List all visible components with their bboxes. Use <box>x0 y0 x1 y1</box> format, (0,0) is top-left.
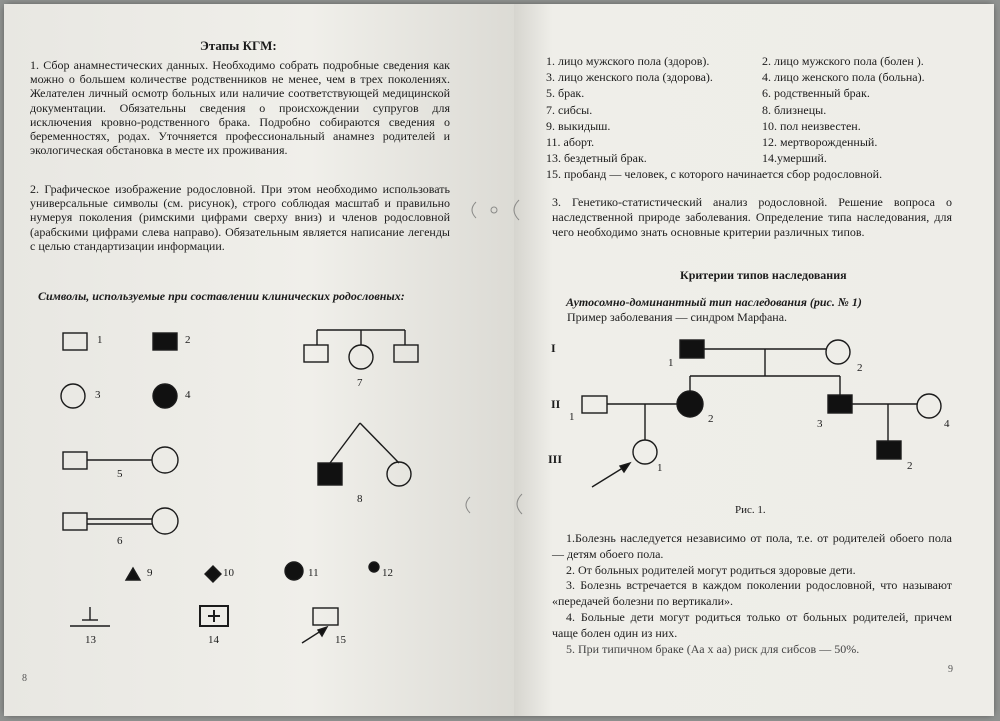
healthy-male-symbol <box>63 333 87 350</box>
siblings-symbol <box>304 330 418 369</box>
legend-item: 9. выкидыш. <box>546 118 611 133</box>
symbol-label-15: 15 <box>335 634 346 646</box>
legend-item: 6. родственный брак. <box>762 86 870 101</box>
symbol-label-3: 3 <box>95 389 101 401</box>
legend-item: 5. брак. <box>546 86 585 101</box>
page-number-right: 9 <box>948 664 953 675</box>
generation-label-1: I <box>551 341 556 355</box>
criterion: 1.Болезнь наследуется независимо от пола, т.е. от родителей обоего пола — детям обоего пола. <box>552 531 952 561</box>
symbol-label-8: 8 <box>357 493 363 505</box>
legend-item-proband: 15. пробанд — человек, с которого начинается сбор родословной. <box>546 167 883 182</box>
symbol-label-5: 5 <box>117 468 123 480</box>
symbol-label-13: 13 <box>85 634 96 646</box>
symbol-label-7: 7 <box>357 377 363 389</box>
abortion-symbol <box>285 562 303 580</box>
symbol-label-10: 10 <box>223 567 234 579</box>
deceased-symbol <box>200 606 228 626</box>
disease-example: Пример заболевания — синдром Марфана. <box>567 310 788 324</box>
criterion: 2. От больных родителей могут родиться здоровые дети. <box>566 562 856 577</box>
pedigree-II1-healthy-male <box>582 396 607 413</box>
childless-marriage-symbol <box>70 607 110 626</box>
legend-item: 8. близнецы. <box>762 102 827 117</box>
generation-label-2: II <box>551 397 561 411</box>
pedigree-label: 2 <box>857 362 863 374</box>
pedigree-III1-proband <box>633 440 657 464</box>
pedigree-II3-affected-male <box>828 395 852 413</box>
pedigree-diagram <box>582 340 941 487</box>
symbol-label-9: 9 <box>147 567 153 579</box>
pedigree-label: 1 <box>657 462 663 474</box>
sex-unknown-symbol <box>205 566 221 582</box>
proband-arrow <box>592 466 626 487</box>
legend-item: 2. лицо мужского пола (болен ). <box>762 54 924 68</box>
twins-symbol <box>318 423 411 486</box>
legend-item: 1. лицо мужского пола (здоров). <box>546 54 710 68</box>
page-title: Этапы КГМ: <box>200 38 277 53</box>
pedigree-III2-affected-male <box>877 441 901 459</box>
pedigree-label: 1 <box>668 357 674 369</box>
paragraph-anamnesis: 1. Сбор анамнестических данных. Необходимо собрать подробные сведения как можно о большем количестве родственников не менее, чем в трех поколениях. Желателен личный осмотр больных или наличие соответствующей медицинской документации. Обязательны сведения о происхождении супругов для исключения кровно-родственного брака. Подробно собираются сведения о беременностях, родах. Уточняется профессиональный анамнез родителей и экологическая обстановка в месте их проживания. <box>30 58 450 158</box>
pedigree-label: 3 <box>817 418 823 430</box>
healthy-female-symbol <box>61 384 85 408</box>
pedigree-label: 1 <box>569 411 575 423</box>
stillborn-symbol <box>369 562 379 572</box>
pedigree-II2-affected-female <box>677 391 703 417</box>
paragraph-pedigree-drawing: 2. Графическое изображение родословной. При этом необходимо использовать универсальные символы (см. рисунок), строго соблюдая масштаб и правильно нумеруя поколения (римскими цифрами сверху вниз) и членов родословной (арабскими цифрами слева направо). Обязательным является написание легенды с целью стандартизации информации. <box>30 182 450 253</box>
affected-female-symbol <box>153 384 177 408</box>
pedigree-I1-affected-male <box>680 340 704 358</box>
symbol-label-1: 1 <box>97 334 103 346</box>
pedigree-label: 2 <box>907 460 913 472</box>
legend-item: 14.умерший. <box>762 151 827 166</box>
autosomal-dominant-heading: Аутосомно-доминантный тип наследования (рис. № 1) <box>566 295 862 309</box>
paragraph-genetic-analysis: 3. Генетико-статистический анализ родословной. Решение вопроса о наследственной природе заболевания. Определение типа наследования, для чего необходимо знать основные критерии различных типов. <box>552 195 952 239</box>
legend-item: 11. аборт. <box>546 135 595 150</box>
legend-item: 12. мертворожденный. <box>762 135 878 150</box>
proband-symbol <box>302 608 338 643</box>
legend-item: 13. бездетный брак. <box>546 151 647 166</box>
figure-caption: Рис. 1. <box>735 504 766 516</box>
pedigree-label: 2 <box>708 413 714 425</box>
pedigree-label: 4 <box>944 418 950 430</box>
symbol-label-2: 2 <box>185 334 191 346</box>
affected-male-symbol <box>153 333 177 350</box>
legend-item: 7. сибсы. <box>546 102 593 117</box>
legend-item: 3. лицо женского пола (здорова). <box>546 70 713 85</box>
pedigree-II4-healthy-female <box>917 394 941 418</box>
bleed-through-marks <box>466 200 522 514</box>
symbols-heading: Символы, используемые при составлении клинических родословных: <box>38 289 405 303</box>
symbol-label-6: 6 <box>117 535 123 547</box>
symbol-label-11: 11 <box>308 567 319 579</box>
criteria-heading: Критерии типов наследования <box>680 268 847 282</box>
symbol-label-12: 12 <box>382 567 393 579</box>
criterion: 3. Болезнь встречается в каждом поколении родословной, что называют «передачей болезни по вертикали». <box>552 578 952 609</box>
marriage-symbol <box>63 447 178 473</box>
consanguineous-marriage-symbol <box>63 508 178 534</box>
page-number-left: 8 <box>22 673 27 684</box>
miscarriage-symbol <box>126 568 140 580</box>
legend-item: 10. пол неизвестен. <box>762 118 861 133</box>
criterion: 4. Больные дети могут родиться только от больных родителей, причем чаще болен один из них. <box>552 609 952 640</box>
pedigree-I2-healthy-female <box>826 340 850 364</box>
criterion: 5. При типичном браке (Аа х аа) риск для сибсов — 50%. <box>566 641 860 656</box>
symbol-label-14: 14 <box>208 634 219 646</box>
generation-label-3: III <box>548 452 563 466</box>
legend-item: 4. лицо женского пола (больна). <box>762 70 925 85</box>
symbol-label-4: 4 <box>185 389 191 401</box>
